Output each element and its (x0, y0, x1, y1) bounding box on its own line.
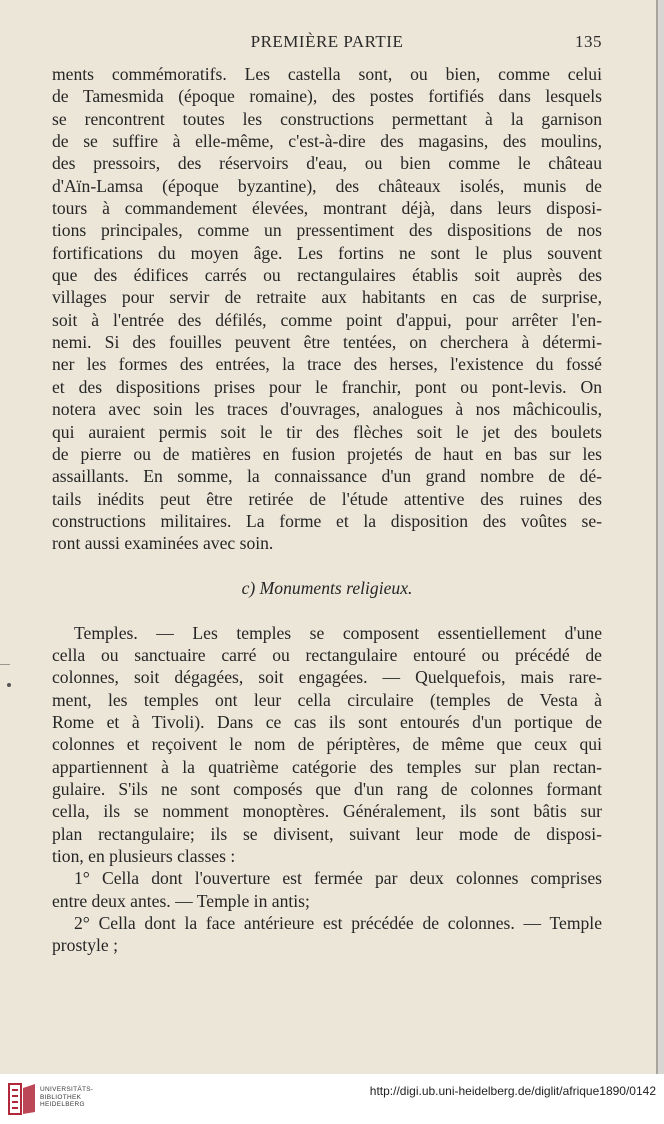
library-name-line: BIBLIOTHEK (40, 1093, 82, 1101)
text-line: soit à l'entrée des défilés, comme point d'appui, pour arrêter l'en- (52, 309, 602, 330)
text-line: cella, ils se nomment monoptères. Généralement, ils sont bâtis sur (52, 801, 602, 822)
text-line: prostyle ; (52, 935, 118, 956)
list-item-2 (52, 912, 602, 957)
text-line: Rome et à Tivoli). Dans ce cas ils sont entourés d'un portique de (52, 711, 602, 732)
section-heading: c) Monuments religieux. (241, 577, 413, 598)
text-line: ment, les temples ont leur cella circulaire (temples de Vesta à (52, 689, 602, 710)
paragraph-castella (52, 63, 602, 555)
source-url-link[interactable]: http://digi.ub.uni-heidelberg.de/diglit/afrique1890/0142 (369, 1084, 656, 1098)
text-line: se rencontrent toutes les constructions permettant à la garnison (52, 108, 602, 129)
paragraph-temples (52, 622, 602, 868)
text-line: tions principales, comme un pressentiment des dispositions de nos (52, 220, 602, 241)
text-line: appartiennent à la quatrième catégorie des temples sur plan rectan- (52, 756, 602, 777)
running-title: PREMIÈRE PARTIE (250, 32, 404, 51)
text-line: cella ou sanctuaire carré ou rectangulaire entouré ou précédé de (52, 644, 602, 665)
text-line: tours à commandement élevées, montrant déjà, dans leurs disposi- (52, 198, 602, 219)
margin-dot (7, 683, 11, 687)
text-line: 2° Cella dont la face antérieure est précédée de colonnes. — Temple (74, 913, 602, 934)
text-line: notera avec soin les traces d'ouvrages, analogues à nos mâchicoulis, (52, 399, 602, 420)
text-line: de se suffire à elle-même, c'est-à-dire des magasins, des moulins, (52, 131, 602, 152)
library-name (40, 1086, 93, 1109)
text-line: colonnes et reçoivent le nom de périptères, de même que ceux qui (52, 734, 602, 755)
text-line: et des dispositions prises pour le franchir, pont ou pont-levis. On (52, 376, 602, 397)
text-line: qui auraient permis soit le tir des flèches soit le jet des boulets (52, 421, 602, 442)
text-line: constructions militaires. La forme et la disposition des voûtes se- (52, 510, 602, 531)
text-line: fortifications du moyen âge. Les fortins ne sont le plus souvent (52, 242, 602, 263)
text-line: ner les formes des entrées, la trace des herses, l'existence du fossé (52, 354, 602, 375)
list-item-1 (52, 867, 602, 912)
text-line: de Tamesmida (époque romaine), des postes fortifiés dans lesquels (52, 86, 602, 107)
text-line: que des édifices carrés ou rectangulaires établis soit auprès des (52, 265, 602, 286)
text-line: tails inédits peut être retirée de l'étude attentive des ruines des (52, 488, 602, 509)
library-name-line: HEIDELBERG (40, 1101, 85, 1108)
spacer (52, 555, 602, 577)
text-line: des pressoirs, des réservoirs d'eau, ou bien comme le château (52, 153, 602, 174)
page-number: 135 (575, 32, 602, 51)
text-line: assaillants. En somme, la connaissance d'un grand nombre de dé- (52, 466, 602, 487)
footer-bar (0, 1074, 664, 1124)
body-text (52, 63, 602, 957)
text-line: gulaire. S'ils ne sont composés que d'un rang de colonnes formant (52, 779, 602, 799)
text-line: d'Aïn-Lamsa (époque byzantine), des châteaux isolés, munis de (52, 175, 602, 196)
text-line: 1° Cella dont l'ouverture est fermée par deux colonnes comprises (74, 868, 602, 889)
text-line: tion, en plusieurs classes : (52, 846, 236, 867)
running-head (52, 32, 602, 52)
spacer (52, 599, 602, 621)
text-line: de pierre ou de matières en fusion projetés de haut en bas sur les (52, 443, 602, 464)
text-line: nemi. Si des fouilles peuvent être tentées, on cherchera à détermi- (52, 332, 602, 353)
text-line: plan rectangulaire; ils se divisent, suivant leur mode de disposi- (52, 823, 602, 844)
text-line: villages pour servir de retraite aux habitants en cas de surprise, (52, 287, 602, 308)
heidelberg-library-logo-icon (8, 1082, 38, 1116)
text-line: ront aussi examinées avec soin. (52, 533, 274, 554)
margin-mark (0, 664, 10, 665)
text-line: Temples. — Les temples se composent essentiellement d'une (74, 622, 602, 643)
text-line: ments commémoratifs. Les castella sont, ou bien, comme celui (52, 64, 602, 84)
library-name-line: UNIVERSITÄTS- (40, 1086, 94, 1093)
text-line: entre deux antes. — Temple in antis; (52, 890, 310, 911)
text-line: colonnes, soit dégagées, soit engagées. — Quelquefois, mais rare- (52, 667, 602, 688)
